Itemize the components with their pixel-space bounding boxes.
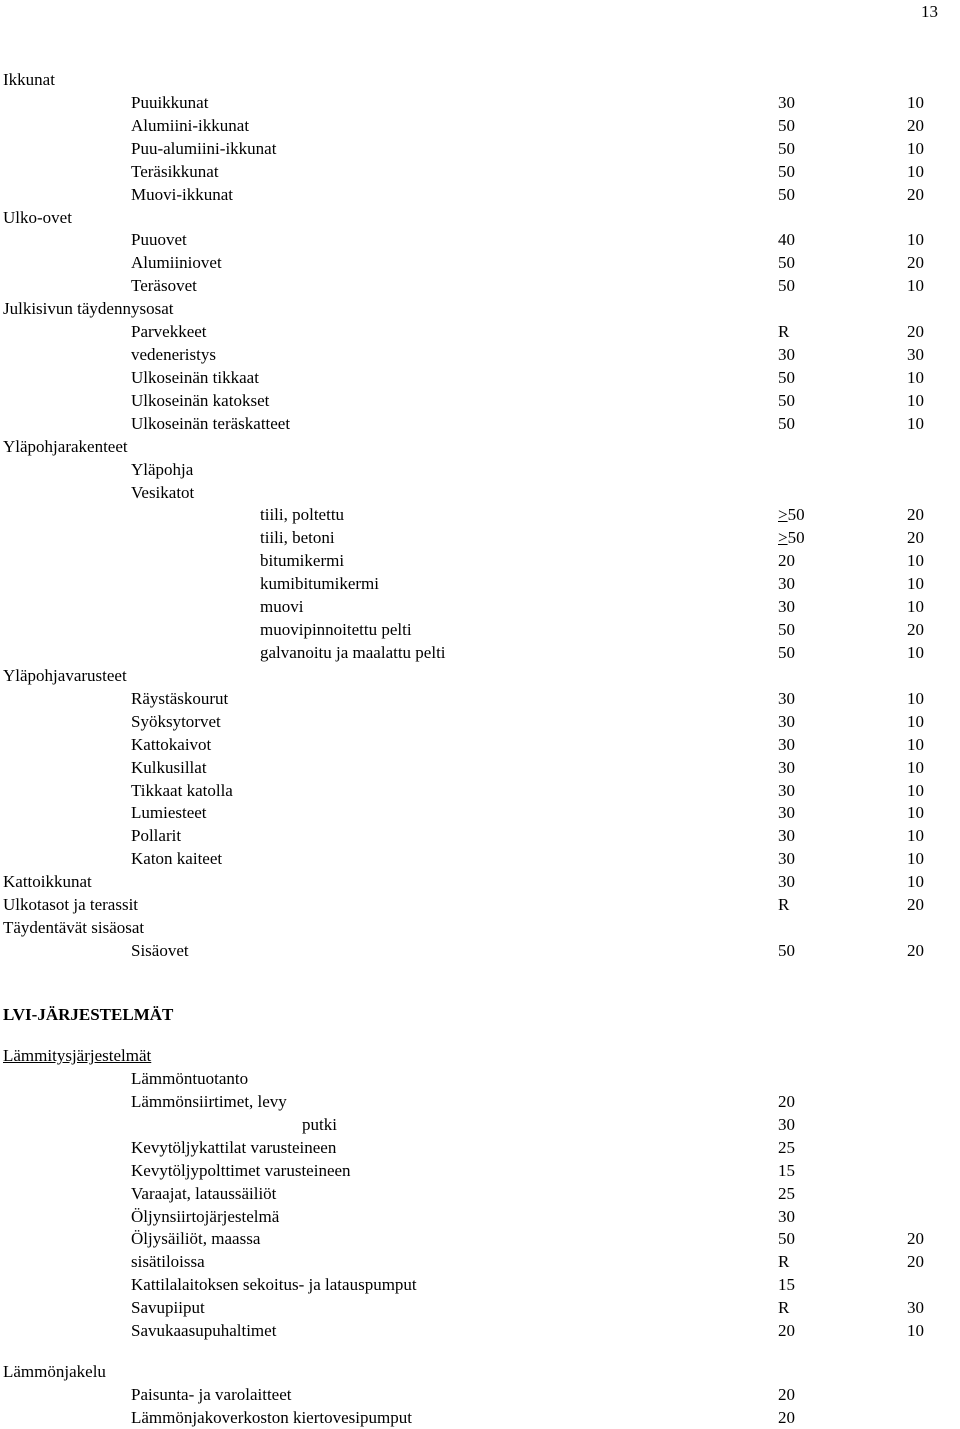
row-label: Öljynsiirtojärjestelmä (131, 1206, 280, 1226)
table-row (0, 734, 960, 756)
heat-distribution-heading: Lämmönjakelu (3, 1362, 106, 1381)
row-label: tiili, poltettu (260, 505, 345, 525)
row-label: Puuikkunat (131, 92, 209, 112)
row-label: bitumikermi (260, 551, 345, 571)
row-label: Savukaasupuhaltimet (131, 1321, 277, 1341)
table-row (0, 459, 960, 481)
interval-value: 10 (907, 757, 924, 777)
lifespan-value: 30 (778, 780, 795, 800)
interval-value: 10 (907, 230, 924, 250)
row-label: Lumiesteet (131, 803, 207, 823)
interval-value: 20 (907, 620, 924, 640)
lammonjakelu-heading-row (0, 1361, 960, 1383)
table-row (0, 757, 960, 779)
row-label: galvanoitu ja maalattu pelti (260, 643, 446, 662)
interval-value: 10 (907, 138, 924, 158)
table-row (0, 252, 960, 274)
lifespan-value: 30 (778, 803, 795, 823)
row-label: Öljysäiliöt, maassa (131, 1229, 261, 1249)
row-label: Yläpohjarakenteet (3, 436, 128, 456)
row-label: Teräsovet (131, 276, 197, 296)
interval-value: 20 (907, 505, 924, 525)
row-label: sisätiloissa (131, 1252, 205, 1272)
table-row (0, 504, 960, 526)
row-label: Katon kaiteet (131, 849, 223, 869)
table-row (0, 1068, 960, 1090)
lifespan-value: 50 (778, 940, 795, 960)
table-row (0, 1228, 960, 1250)
row-label: Lämmöntuotanto (131, 1069, 249, 1088)
heating-systems-heading: Lämmitysjärjestelmät (3, 1046, 152, 1065)
row-label: Teräsikkunat (131, 161, 219, 181)
lifespan-value: 40 (778, 230, 795, 250)
row-label: Kulkusillat (131, 757, 207, 777)
table-row (0, 138, 960, 160)
interval-value: 30 (907, 1298, 924, 1318)
lifespan-value: 20 (778, 1091, 795, 1111)
lifespan-value: 50 (778, 413, 795, 433)
row-label: Paisunta- ja varolaitteet (131, 1385, 292, 1404)
row-label: putki (302, 1114, 337, 1134)
interval-value: 10 (907, 1321, 924, 1341)
lifespan-value: 30 (778, 1206, 795, 1226)
row-label: Ulkoseinän katokset (131, 390, 270, 410)
row-label: Pollarit (131, 826, 182, 846)
interval-value: 10 (907, 711, 924, 731)
row-label: Julkisivun täydennysosat (3, 299, 174, 319)
interval-value: 10 (907, 643, 924, 662)
row-label: Syöksytorvet (131, 711, 221, 731)
lifespan-value: 50 (778, 390, 795, 410)
lvi-heading-row (0, 1004, 960, 1026)
table-row (0, 527, 960, 549)
interval-value: 10 (907, 367, 924, 387)
table-row (0, 1384, 960, 1406)
lifespan-value: 15 (778, 1275, 795, 1295)
interval-value: 10 (907, 826, 924, 846)
table-row (0, 596, 960, 618)
interval-value: 10 (907, 276, 924, 296)
interval-value: 20 (907, 115, 924, 135)
lifespan-value: 30 (778, 597, 795, 617)
lifespan-value: >50 (778, 505, 805, 525)
lifespan-value: 30 (778, 849, 795, 869)
row-label: Lämmönjakoverkoston kiertovesipumput (131, 1407, 412, 1427)
interval-value: 20 (907, 322, 924, 342)
table-row (0, 413, 960, 435)
lifespan-value: 50 (778, 115, 795, 135)
lifespan-value: 30 (778, 688, 795, 708)
table-row (0, 482, 960, 504)
row-label: Tikkaat katolla (131, 780, 233, 800)
row-label: Ulkoseinän teräskatteet (131, 413, 291, 433)
table-row (0, 184, 960, 206)
table-row (0, 573, 960, 595)
interval-value: 10 (907, 390, 924, 410)
lifespan-value: 30 (778, 734, 795, 754)
lammitys-heading-row (0, 1045, 960, 1067)
lifespan-value: 30 (778, 574, 795, 594)
lifespan-value: 50 (778, 1229, 795, 1249)
table-row (0, 1091, 960, 1113)
lifespan-value: 50 (778, 184, 795, 204)
table-row (0, 642, 960, 664)
table-row (0, 390, 960, 412)
row-label: kumibitumikermi (260, 574, 379, 594)
lifespan-value: 30 (778, 872, 795, 892)
table-row (0, 688, 960, 710)
lifespan-value: 50 (778, 643, 795, 662)
row-label: Varaajat, lataussäiliöt (131, 1183, 277, 1203)
table-row (0, 1160, 960, 1182)
row-label: tiili, betoni (260, 528, 335, 548)
row-label: Lämmönsiirtimet, levy (131, 1091, 287, 1111)
row-label: Parvekkeet (131, 322, 207, 342)
row-label: Yläpohja (131, 459, 194, 479)
table-row (0, 298, 960, 320)
row-label: Räystäskourut (131, 688, 229, 708)
interval-value: 10 (907, 551, 924, 571)
interval-value: 20 (907, 1252, 924, 1272)
table-row (0, 161, 960, 183)
lifespan-value: 50 (778, 367, 795, 387)
table-row (0, 115, 960, 137)
table-row (0, 69, 960, 91)
lifespan-value: 50 (778, 276, 795, 296)
lvi-heading: LVI-JÄRJESTELMÄT (3, 1005, 174, 1024)
lifespan-value: R (778, 1252, 790, 1272)
lifespan-value: 50 (778, 138, 795, 158)
row-label: Sisäovet (131, 940, 189, 960)
row-label: Muovi-ikkunat (131, 184, 233, 204)
row-label: Kattilalaitoksen sekoitus- ja latauspumput (131, 1275, 417, 1295)
interval-value: 10 (907, 849, 924, 869)
row-label: vedeneristys (131, 345, 216, 365)
row-label: Puuovet (131, 230, 187, 250)
lifespan-value: 50 (778, 620, 795, 640)
interval-value: 10 (907, 597, 924, 617)
lifespan-value: 30 (778, 711, 795, 731)
lifespan-value: 30 (778, 757, 795, 777)
row-label: Kattokaivot (131, 734, 212, 754)
table-row (0, 780, 960, 802)
table-row (0, 344, 960, 366)
table-row (0, 825, 960, 847)
row-label: Kattoikkunat (3, 872, 92, 892)
interval-value: 10 (907, 92, 924, 112)
lifespan-value: R (778, 895, 790, 915)
table-row (0, 436, 960, 458)
interval-value: 10 (907, 161, 924, 181)
interval-value: 20 (907, 895, 924, 915)
interval-value: 20 (907, 253, 924, 273)
lifespan-value: 20 (778, 1385, 795, 1404)
table-row (0, 1320, 960, 1342)
table-row (0, 1251, 960, 1273)
interval-value: 10 (907, 413, 924, 433)
table-row (0, 1297, 960, 1319)
interval-value: 20 (907, 1229, 924, 1249)
lifespan-value: >50 (778, 528, 805, 548)
page-number: 13 (921, 2, 938, 21)
lifespan-value: 20 (778, 1321, 795, 1341)
row-label: Ulkotasot ja terassit (3, 895, 139, 915)
interval-value: 20 (907, 528, 924, 548)
row-label: muovi (260, 597, 304, 617)
table-row (0, 229, 960, 251)
table-row (0, 665, 960, 687)
lifespan-value: 50 (778, 161, 795, 181)
lifespan-value: 25 (778, 1183, 795, 1203)
table-row (0, 917, 960, 939)
row-label: Yläpohjavarusteet (3, 665, 127, 685)
lifespan-value: 30 (778, 345, 795, 365)
table-row (0, 550, 960, 572)
interval-value: 30 (907, 345, 924, 365)
table-row (0, 321, 960, 343)
row-label: Ikkunat (3, 70, 55, 89)
table-row (0, 1137, 960, 1159)
row-label: muovipinnoitettu pelti (260, 620, 412, 640)
interval-value: 10 (907, 734, 924, 754)
table-row (0, 275, 960, 297)
row-label: Kevytöljykattilat varusteineen (131, 1137, 337, 1157)
table-row (0, 802, 960, 824)
table-row (0, 848, 960, 870)
table-row (0, 940, 960, 962)
row-label: Alumiiniovet (131, 253, 222, 273)
table-row (0, 871, 960, 893)
interval-value: 20 (907, 940, 924, 960)
row-label: Ulko-ovet (3, 207, 72, 227)
lifespan-value: 30 (778, 92, 795, 112)
row-label: Alumiini-ikkunat (131, 115, 250, 135)
lifespan-value: 20 (778, 1407, 795, 1427)
row-label: Ulkoseinän tikkaat (131, 367, 259, 387)
table-row (0, 619, 960, 641)
table-row (0, 1407, 960, 1429)
table-row (0, 1114, 960, 1136)
lifespan-value: 25 (778, 1137, 795, 1157)
interval-value: 10 (907, 574, 924, 594)
interval-value: 10 (907, 780, 924, 800)
row-label: Puu-alumiini-ikkunat (131, 138, 277, 158)
row-label: Kevytöljypolttimet varusteineen (131, 1160, 351, 1180)
table-row (0, 207, 960, 229)
lifespan-value: 30 (778, 826, 795, 846)
lifespan-value: R (778, 1298, 790, 1318)
table-row (0, 92, 960, 114)
table-row (0, 1183, 960, 1205)
interval-value: 20 (907, 184, 924, 204)
table-row (0, 711, 960, 733)
table-row (0, 1274, 960, 1296)
lifespan-value: 30 (778, 1114, 795, 1134)
row-label: Vesikatot (131, 482, 195, 502)
row-label: Täydentävät sisäosat (3, 918, 145, 938)
row-label: Savupiiput (131, 1298, 205, 1318)
interval-value: 10 (907, 803, 924, 823)
table-row (0, 894, 960, 916)
lifespan-value: 50 (778, 253, 795, 273)
lifespan-value: 20 (778, 551, 795, 571)
interval-value: 10 (907, 872, 924, 892)
table-row (0, 1206, 960, 1228)
lifespan-value: R (778, 322, 790, 342)
interval-value: 10 (907, 688, 924, 708)
lifespan-value: 15 (778, 1160, 795, 1180)
table-row (0, 367, 960, 389)
